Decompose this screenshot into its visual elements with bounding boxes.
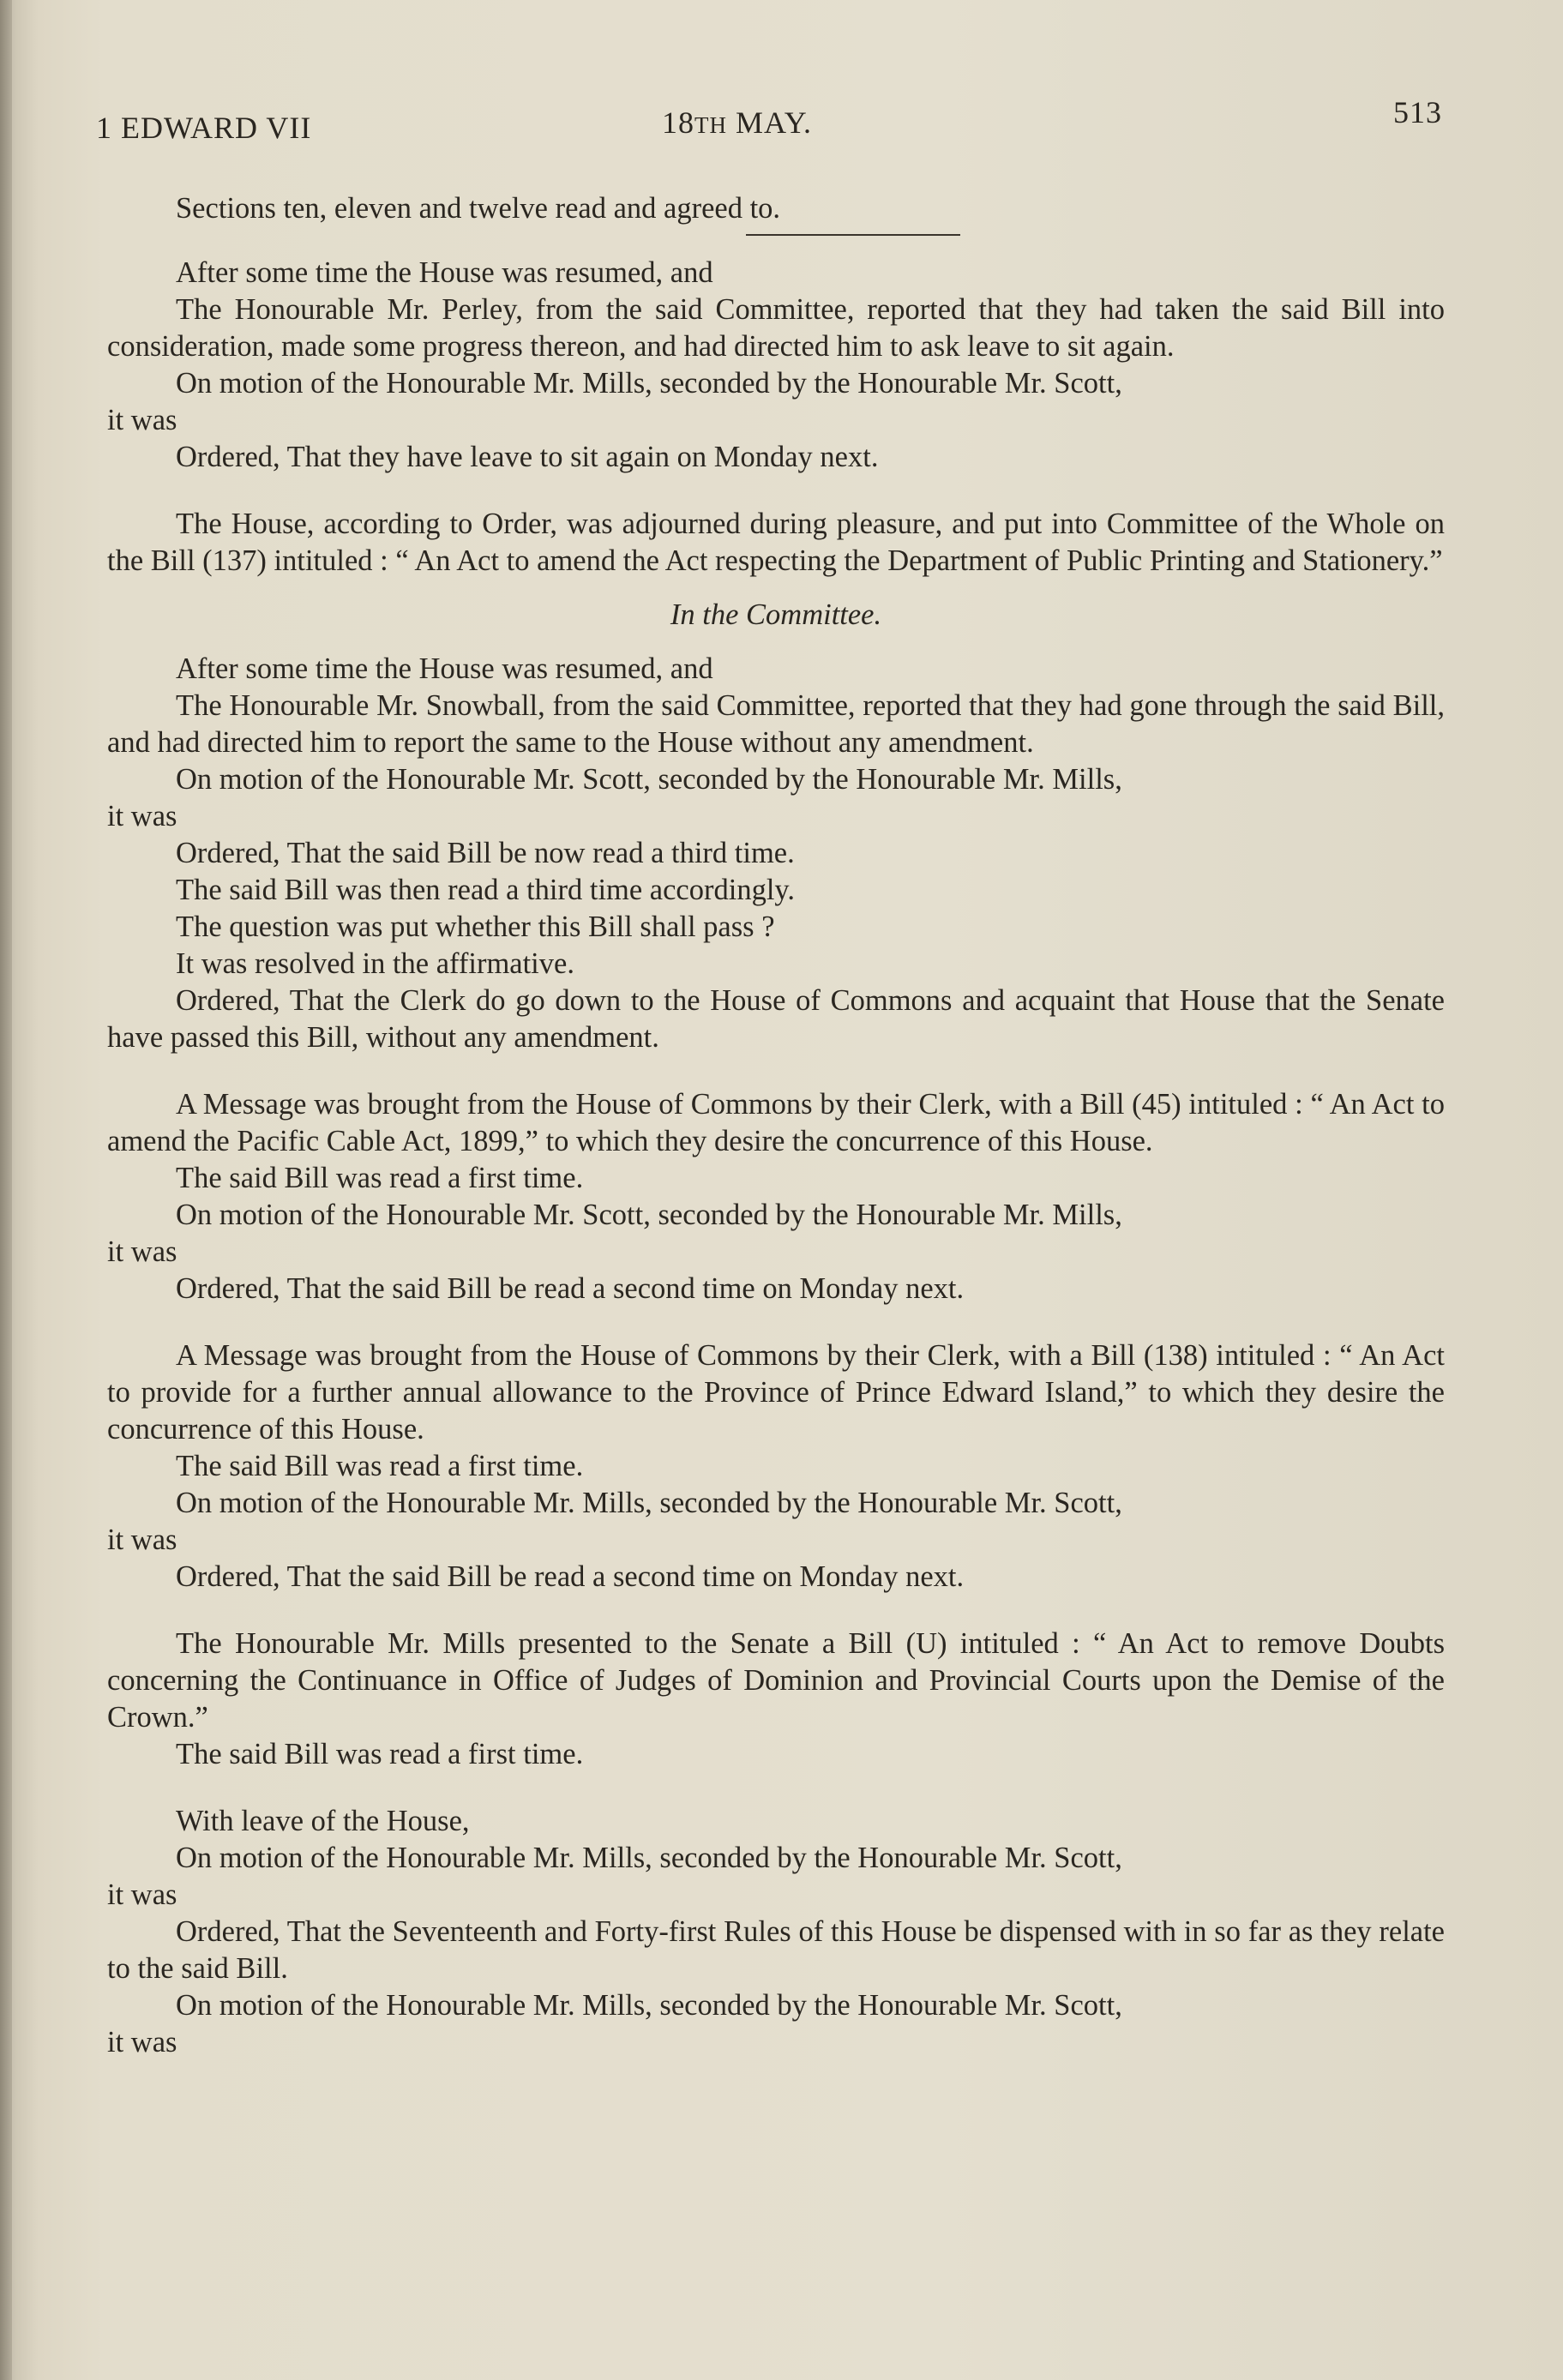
- paragraph: On motion of the Honourable Mr. Mills, seconded by the Honourable Mr. Scott,: [176, 1989, 1122, 2022]
- paragraph: it was: [107, 1235, 177, 1268]
- header-date-month: MAY.: [727, 105, 813, 140]
- paragraph: The said Bill was read a first time.: [176, 1450, 584, 1482]
- paragraph: it was: [107, 800, 177, 832]
- paragraph: it was: [107, 1524, 177, 1556]
- paragraph: it was: [107, 1878, 177, 1911]
- paragraph: After some time the House was resumed, and: [176, 256, 713, 289]
- paragraph: A Message was brought from the House of Commons by their Clerk, with a Bill (138) intituled : “ An Act to provide for a further annual allowance to the Province of Prince Edward Island,” to which they desire the concurrence of this House.: [107, 1339, 1445, 1445]
- paragraph: The said Bill was read a first time.: [176, 1738, 584, 1770]
- paragraph: It was resolved in the affirmative.: [176, 947, 574, 980]
- paragraph: On motion of the Honourable Mr. Mills, seconded by the Honourable Mr. Scott,: [176, 1487, 1122, 1519]
- paragraph: After some time the House was resumed, and: [176, 652, 713, 685]
- paragraph: On motion of the Honourable Mr. Mills, seconded by the Honourable Mr. Scott,: [176, 367, 1122, 400]
- header-date: [662, 105, 812, 141]
- paragraph: it was: [107, 404, 177, 436]
- header-regnal-year: 1 EDWARD VII: [96, 111, 312, 145]
- running-header: [96, 94, 1442, 154]
- paragraph: On motion of the Honourable Mr. Mills, seconded by the Honourable Mr. Scott,: [176, 1842, 1122, 1874]
- page-number: 513: [1393, 95, 1442, 129]
- paragraph: Ordered, That the said Bill be now read a third time.: [176, 837, 795, 869]
- paragraph: Ordered, That the Seventeenth and Forty-first Rules of this House be dispensed with in so far as they relate to the said Bill.: [107, 1915, 1445, 1985]
- paragraph: The Honourable Mr. Perley, from the said Committee, reported that they had taken the said Bill into consideration, made some progress thereon, and had directed him to ask leave to sit again.: [107, 293, 1445, 363]
- paragraph: A Message was brought from the House of Commons by their Clerk, with a Bill (45) intituled : “ An Act to amend the Pacific Cable Act, 1899,” to which they desire the concurrence of this House.: [107, 1088, 1445, 1157]
- paragraph: The said Bill was then read a third time accordingly.: [176, 874, 796, 906]
- header-date-day: 18: [662, 105, 694, 140]
- paragraph: The Honourable Mr. Snowball, from the said Committee, reported that they had gone through the said Bill, and had directed him to report the same to the House without any amendment.: [107, 689, 1445, 759]
- paragraph: The Honourable Mr. Mills presented to the Senate a Bill (U) intituled : “ An Act to remove Doubts concerning the Continuance in Office of Judges of Dominion and Provincial Courts upon the Demise of the Crown.”: [107, 1627, 1445, 1734]
- paragraph: Ordered, That the said Bill be read a second time on Monday next.: [176, 1272, 965, 1305]
- paragraph: Sections ten, eleven and twelve read and agreed to.: [176, 192, 781, 225]
- paragraph: The House, according to Order, was adjourned during pleasure, and put into Committee of the Whole on the Bill (137) intituled : “ An Act to amend the Act respecting the Department of Public Printing and Stationery.”: [107, 508, 1445, 577]
- journal-body: [107, 190, 1445, 2061]
- paragraph: The said Bill was read a first time.: [176, 1162, 584, 1194]
- paragraph: On motion of the Honourable Mr. Scott, seconded by the Honourable Mr. Mills,: [176, 1199, 1122, 1231]
- paragraph: On motion of the Honourable Mr. Scott, seconded by the Honourable Mr. Mills,: [176, 763, 1122, 796]
- paragraph: Ordered, That the Clerk do go down to the House of Commons and acquaint that House that the Senate have passed this Bill, without any amendment.: [107, 984, 1445, 1054]
- paragraph: Ordered, That the said Bill be read a second time on Monday next.: [176, 1560, 965, 1593]
- paragraph: it was: [107, 2026, 177, 2058]
- book-spine: [0, 0, 12, 2380]
- header-date-suffix: TH: [694, 112, 727, 138]
- section-heading: In the Committee.: [670, 598, 882, 631]
- paragraph: Ordered, That they have leave to sit again on Monday next.: [176, 441, 879, 473]
- paragraph: With leave of the House,: [176, 1805, 470, 1837]
- section-divider: [746, 234, 960, 236]
- paragraph: The question was put whether this Bill shall pass ?: [176, 911, 775, 943]
